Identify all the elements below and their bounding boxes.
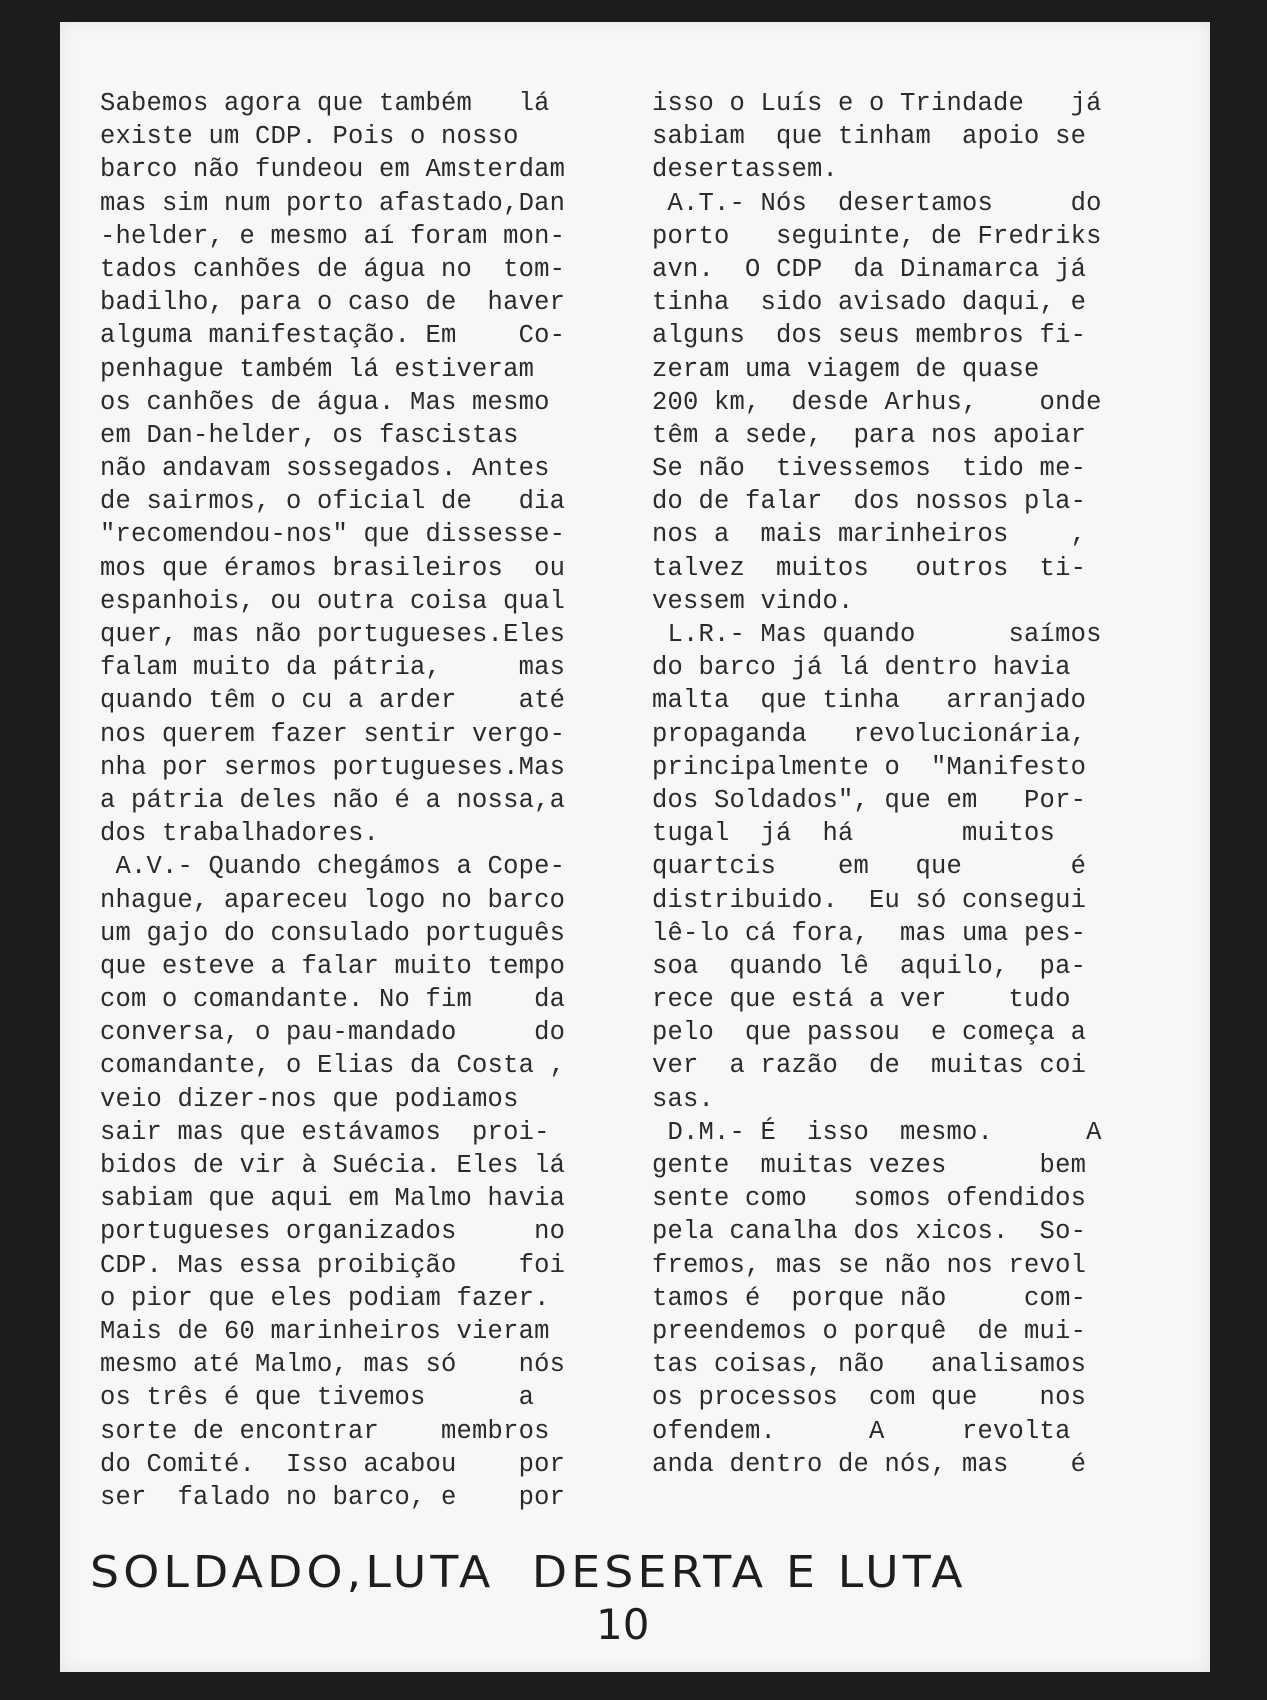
text-line: Sabemos agora que também lá bbox=[100, 89, 550, 118]
text-line: nha por sermos portugueses.Mas bbox=[100, 752, 566, 782]
text-line: avn. O CDP da Dinamarca já bbox=[652, 254, 1087, 284]
text-line: a pátria deles não é a nossa,a bbox=[100, 785, 566, 815]
text-line: desertassem. bbox=[652, 155, 839, 185]
text-line: quartcis em que é bbox=[652, 852, 1087, 882]
text-line: Se não tivessemos tido me- bbox=[652, 454, 1087, 484]
text-line: nhague, apareceu logo no barco bbox=[100, 885, 566, 915]
text-line: anda dentro de nós, mas é bbox=[652, 1449, 1087, 1479]
text-line: o pior que eles podiam fazer. bbox=[100, 1283, 550, 1313]
text-line: CDP. Mas essa proibição foi bbox=[100, 1250, 566, 1280]
text-line: em Dan-helder, os fascistas bbox=[100, 420, 519, 450]
text-line: propaganda revolucionária, bbox=[652, 719, 1087, 749]
text-line: porto seguinte, de Fredriks bbox=[652, 221, 1102, 251]
text-line: ver a razão de muitas coi bbox=[652, 1051, 1087, 1081]
text-line: sair mas que estávamos proi- bbox=[100, 1117, 550, 1147]
text-line: do barco já lá dentro havia bbox=[652, 653, 1071, 683]
text-line: veio dizer-nos que podiamos bbox=[100, 1084, 519, 1114]
text-line: ofendem. A revolta bbox=[652, 1416, 1071, 1446]
text-line: os canhões de água. Mas mesmo bbox=[100, 387, 550, 417]
document-page bbox=[60, 22, 1210, 1672]
text-line: têm a sede, para nos apoiar bbox=[652, 420, 1087, 450]
text-line: ser falado no barco, e por bbox=[100, 1482, 566, 1512]
text-line: A.T.- Nós desertamos do bbox=[652, 188, 1102, 218]
text-line: portugueses organizados no bbox=[100, 1217, 566, 1247]
text-line: lê-lo cá fora, mas uma pes- bbox=[652, 918, 1087, 948]
slogan-heading: SOLDADO,LUTA DESERTA E LUTA bbox=[90, 1547, 967, 1598]
text-line: talvez muitos outros ti- bbox=[652, 553, 1087, 583]
text-line: A.V.- Quando chegámos a Cope- bbox=[100, 852, 566, 882]
text-line: os processos com que nos bbox=[652, 1383, 1087, 1413]
text-line: sas. bbox=[652, 1084, 715, 1114]
text-line: mesmo até Malmo, mas só nós bbox=[100, 1350, 566, 1380]
text-line: malta que tinha arranjado bbox=[652, 686, 1087, 716]
text-line: não andavam sossegados. Antes bbox=[100, 454, 550, 484]
text-line: sabiam que aqui em Malmo havia bbox=[100, 1184, 566, 1214]
text-line: gente muitas vezes bem bbox=[652, 1151, 1087, 1180]
text-line: penhague também lá estiveram bbox=[100, 354, 535, 384]
text-line: tugal já há muitos bbox=[652, 819, 1056, 849]
text-line: sorte de encontrar membros bbox=[100, 1416, 550, 1446]
text-line: isso o Luís e o Trindade já bbox=[652, 89, 1102, 118]
text-line: principalmente o "Manifesto bbox=[652, 752, 1087, 782]
text-line: pelo que passou e começa a bbox=[652, 1018, 1087, 1048]
text-line: L.R.- Mas quando saímos bbox=[652, 620, 1102, 649]
text-line: zeram uma viagem de quase bbox=[652, 354, 1040, 384]
text-line: vessem vindo. bbox=[652, 586, 854, 616]
text-line: os três é que tivemos a bbox=[100, 1383, 535, 1413]
text-line: dos trabalhadores. bbox=[100, 819, 380, 849]
text-line: Mais de 60 marinheiros vieram bbox=[100, 1316, 550, 1346]
text-line: -helder, e mesmo aí foram mon- bbox=[100, 221, 566, 251]
text-line: que esteve a falar muito tempo bbox=[100, 951, 566, 981]
text-line: tados canhões de água no tom- bbox=[100, 254, 566, 284]
text-line: soa quando lê aquilo, pa- bbox=[652, 951, 1087, 981]
text-line: nos querem fazer sentir vergo- bbox=[100, 719, 566, 749]
left-text-column bbox=[100, 87, 590, 1514]
text-line: "recomendou-nos" que dissesse- bbox=[100, 520, 566, 550]
text-line: quer, mas não portugueses.Eles bbox=[100, 620, 566, 649]
text-line: falam muito da pátria, mas bbox=[100, 653, 566, 683]
text-line: nos a mais marinheiros , bbox=[652, 520, 1087, 550]
text-line: comandante, o Elias da Costa , bbox=[100, 1051, 566, 1081]
text-line: sabiam que tinham apoio se bbox=[652, 122, 1087, 152]
text-line: fremos, mas se não nos revol bbox=[652, 1250, 1087, 1280]
text-line: tinha sido avisado daqui, e bbox=[652, 288, 1087, 318]
text-line: mos que éramos brasileiros ou bbox=[100, 553, 566, 583]
right-text-column bbox=[652, 87, 1142, 1481]
text-line: barco não fundeou em Amsterdam bbox=[100, 155, 566, 185]
text-line: um gajo do consulado português bbox=[100, 918, 566, 948]
text-line: espanhois, ou outra coisa qual bbox=[100, 586, 566, 616]
text-line: preendemos o porquê de mui- bbox=[652, 1316, 1087, 1346]
text-line: do de falar dos nossos pla- bbox=[652, 487, 1087, 517]
text-line: de sairmos, o oficial de dia bbox=[100, 487, 566, 517]
text-line: bidos de vir à Suécia. Eles lá bbox=[100, 1151, 566, 1180]
text-line: pela canalha dos xicos. So- bbox=[652, 1217, 1087, 1247]
text-line: rece que está a ver tudo bbox=[652, 985, 1071, 1015]
text-line: tas coisas, não analisamos bbox=[652, 1350, 1087, 1380]
text-line: mas sim num porto afastado,Dan bbox=[100, 188, 566, 218]
text-line: conversa, o pau-mandado do bbox=[100, 1018, 566, 1048]
text-line: alguns dos seus membros fi- bbox=[652, 321, 1087, 351]
text-line: quando têm o cu a arder até bbox=[100, 686, 566, 716]
text-line: tamos é porque não com- bbox=[652, 1283, 1087, 1313]
text-line: distribuido. Eu só consegui bbox=[652, 885, 1087, 915]
text-line: badilho, para o caso de haver bbox=[100, 288, 566, 318]
text-line: existe um CDP. Pois o nosso bbox=[100, 122, 519, 152]
text-line: com o comandante. No fim da bbox=[100, 985, 566, 1015]
text-line: dos Soldados", que em Por- bbox=[652, 785, 1087, 815]
text-line: sente como somos ofendidos bbox=[652, 1184, 1087, 1214]
text-line: do Comité. Isso acabou por bbox=[100, 1449, 566, 1479]
text-line: 200 km, desde Arhus, onde bbox=[652, 387, 1102, 417]
page-number: 10 bbox=[596, 1600, 650, 1649]
text-line: D.M.- É isso mesmo. A bbox=[652, 1117, 1102, 1147]
text-line: alguma manifestação. Em Co- bbox=[100, 321, 566, 351]
